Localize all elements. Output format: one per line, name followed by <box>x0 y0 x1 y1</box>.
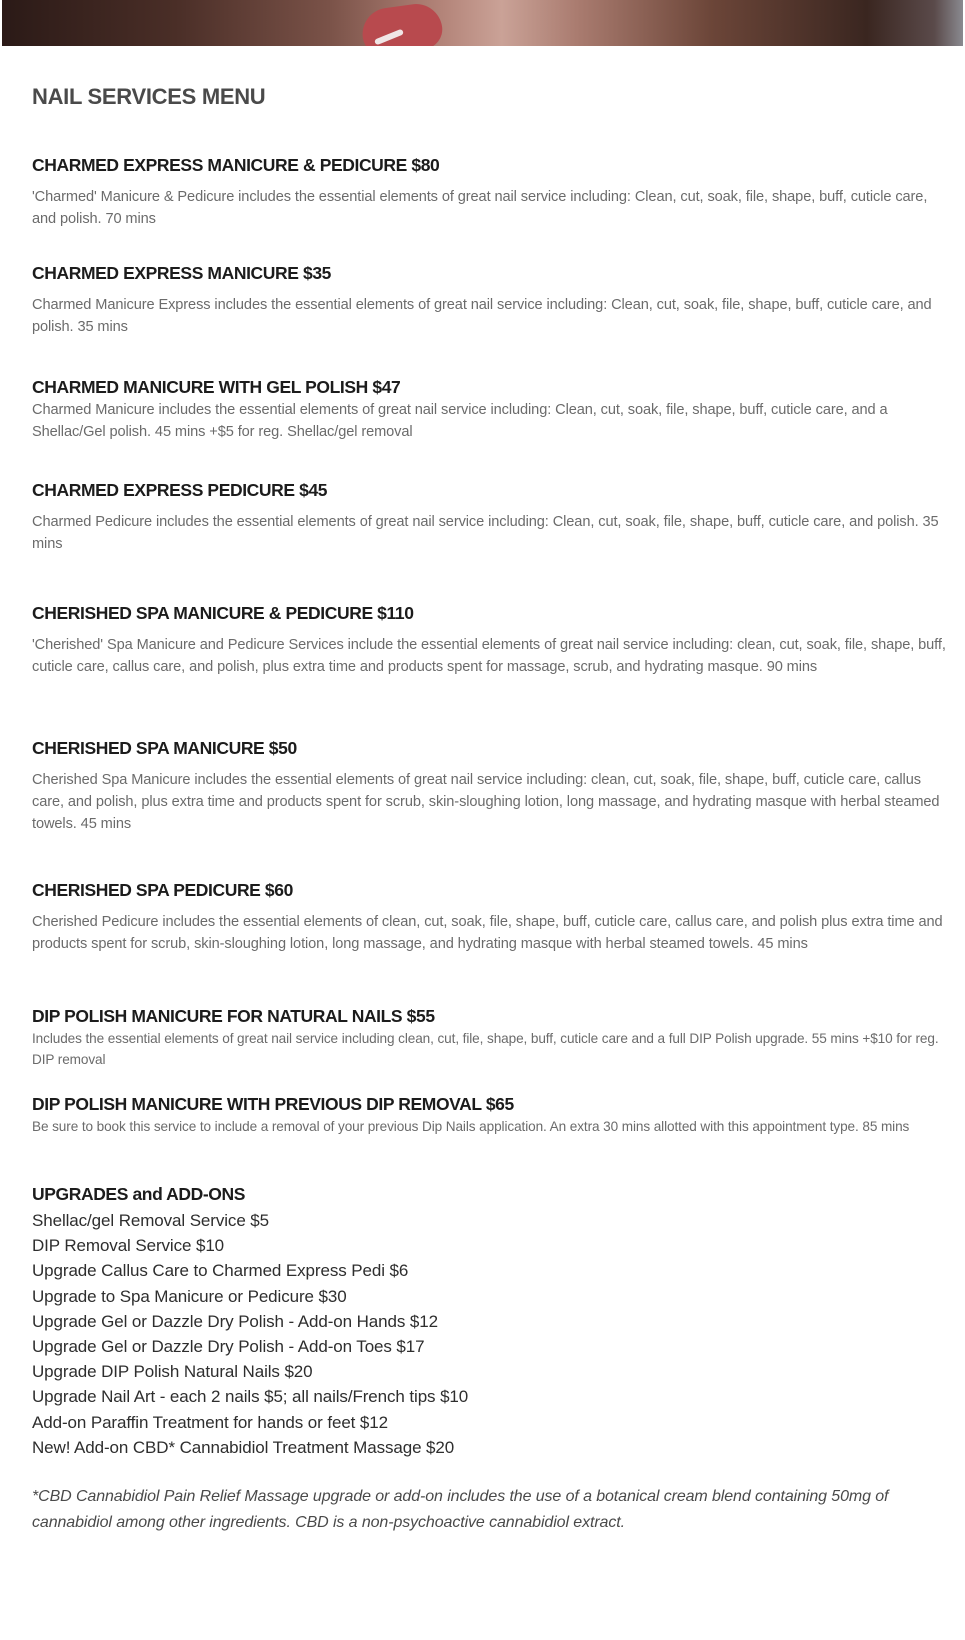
service-description: Includes the essential elements of great nail service including clean, cut, file, shape, buff, cuticle care and a full DIP Polish upgrade. 55 mins +$10 for reg. DIP removal <box>32 1031 939 1067</box>
service-item <box>32 262 952 338</box>
addon-item: Upgrade Callus Care to Charmed Express Pedi $6 <box>32 1261 409 1281</box>
service-item <box>32 376 952 443</box>
service-name: DIP POLISH MANICURE FOR NATURAL NAILS $55 <box>32 1006 435 1026</box>
addon-item: Upgrade to Spa Manicure or Pedicure $30 <box>32 1286 347 1306</box>
addon-item: Upgrade Gel or Dazzle Dry Polish - Add-on Toes $17 <box>32 1337 425 1357</box>
service-item <box>32 602 952 678</box>
hero-image <box>2 0 963 46</box>
service-description: Charmed Manicure Express includes the essential elements of great nail service including: Clean, cut, soak, file, shape, buff, cuticle care, and polish. 35 mins <box>32 297 932 335</box>
service-name: CHARMED MANICURE WITH GEL POLISH $47 <box>32 377 401 397</box>
addons-list <box>32 1208 952 1460</box>
service-name: CHARMED EXPRESS PEDICURE $45 <box>32 480 328 500</box>
service-description: Cherished Spa Manicure includes the essential elements of great nail service including: clean, cut, soak, file, shape, buff, cuticle care, callus care, and polish, plus extra time and products spent for scrub, skin-sloughing lotion, long massage, and hydrating masque with herbal steamed towels. 45 mins <box>32 772 940 832</box>
service-item <box>32 1005 952 1070</box>
cbd-footnote: *CBD Cannabidiol Pain Relief Massage upgrade or add-on includes the use of a botanical cream blend containing 50mg of cannabidiol among other ingredients. CBD is a non-psychoactive cannabidiol extract. <box>32 1488 889 1531</box>
service-name: CHARMED EXPRESS MANICURE & PEDICURE $80 <box>32 155 440 175</box>
addons-title: UPGRADES and ADD-ONS <box>32 1184 246 1204</box>
addons-section <box>32 1183 952 1460</box>
service-name: CHERISHED SPA MANICURE $50 <box>32 738 297 758</box>
service-item <box>32 154 952 230</box>
service-description: 'Cherished' Spa Manicure and Pedicure Services include the essential elements of great nail service including: clean, cut, soak, file, shape, buff, cuticle care, callus care, and polish, plus extra time and products spent for massage, scrub, and hydrating masque. 90 mins <box>32 637 946 675</box>
addon-item: Shellac/gel Removal Service $5 <box>32 1211 270 1230</box>
addon-item: New! Add-on CBD* Cannabidiol Treatment Massage $20 <box>32 1437 455 1457</box>
addon-item: DIP Removal Service $10 <box>32 1236 225 1256</box>
addon-item: Upgrade DIP Polish Natural Nails $20 <box>32 1362 313 1382</box>
service-name: DIP POLISH MANICURE WITH PREVIOUS DIP REMOVAL $65 <box>32 1094 514 1114</box>
service-item <box>32 479 952 555</box>
page-title: NAIL SERVICES MENU <box>32 84 266 109</box>
service-item <box>32 879 952 955</box>
addon-item: Upgrade Nail Art - each 2 nails $5; all nails/French tips $10 <box>32 1387 469 1407</box>
service-description: Charmed Pedicure includes the essential elements of great nail service including: Clean, cut, soak, file, shape, buff, cuticle care, and polish. 35 mins <box>32 514 939 552</box>
service-name: CHERISHED SPA MANICURE & PEDICURE $110 <box>32 603 414 623</box>
service-description: Be sure to book this service to include a removal of your previous Dip Nails application. An extra 30 mins allotted with this appointment type. 85 mins <box>32 1119 910 1134</box>
service-description: Charmed Manicure includes the essential elements of great nail service including: Clean, cut, soak, file, shape, buff, cuticle care, and a Shellac/Gel polish. 45 mins +$5 for reg. Shellac/gel removal <box>32 402 888 440</box>
service-name: CHARMED EXPRESS MANICURE $35 <box>32 263 331 283</box>
service-item <box>32 1093 952 1137</box>
nail-polish-image <box>359 1 445 46</box>
addon-item: Add-on Paraffin Treatment for hands or feet $12 <box>32 1412 388 1432</box>
service-name: CHERISHED SPA PEDICURE $60 <box>32 880 293 900</box>
service-description: 'Charmed' Manicure & Pedicure includes the essential elements of great nail service including: Clean, cut, soak, file, shape, buff, cuticle care, and polish. 70 mins <box>32 189 928 227</box>
service-item <box>32 737 952 835</box>
service-description: Cherished Pedicure includes the essential elements of clean, cut, soak, file, shape, buff, cuticle care, callus care, and polish plus extra time and products spent for scrub, skin-sloughing lotion, long massage, and hydrating masque with herbal steamed towels. 45 mins <box>32 914 943 952</box>
addon-item: Upgrade Gel or Dazzle Dry Polish - Add-on Hands $12 <box>32 1311 438 1331</box>
